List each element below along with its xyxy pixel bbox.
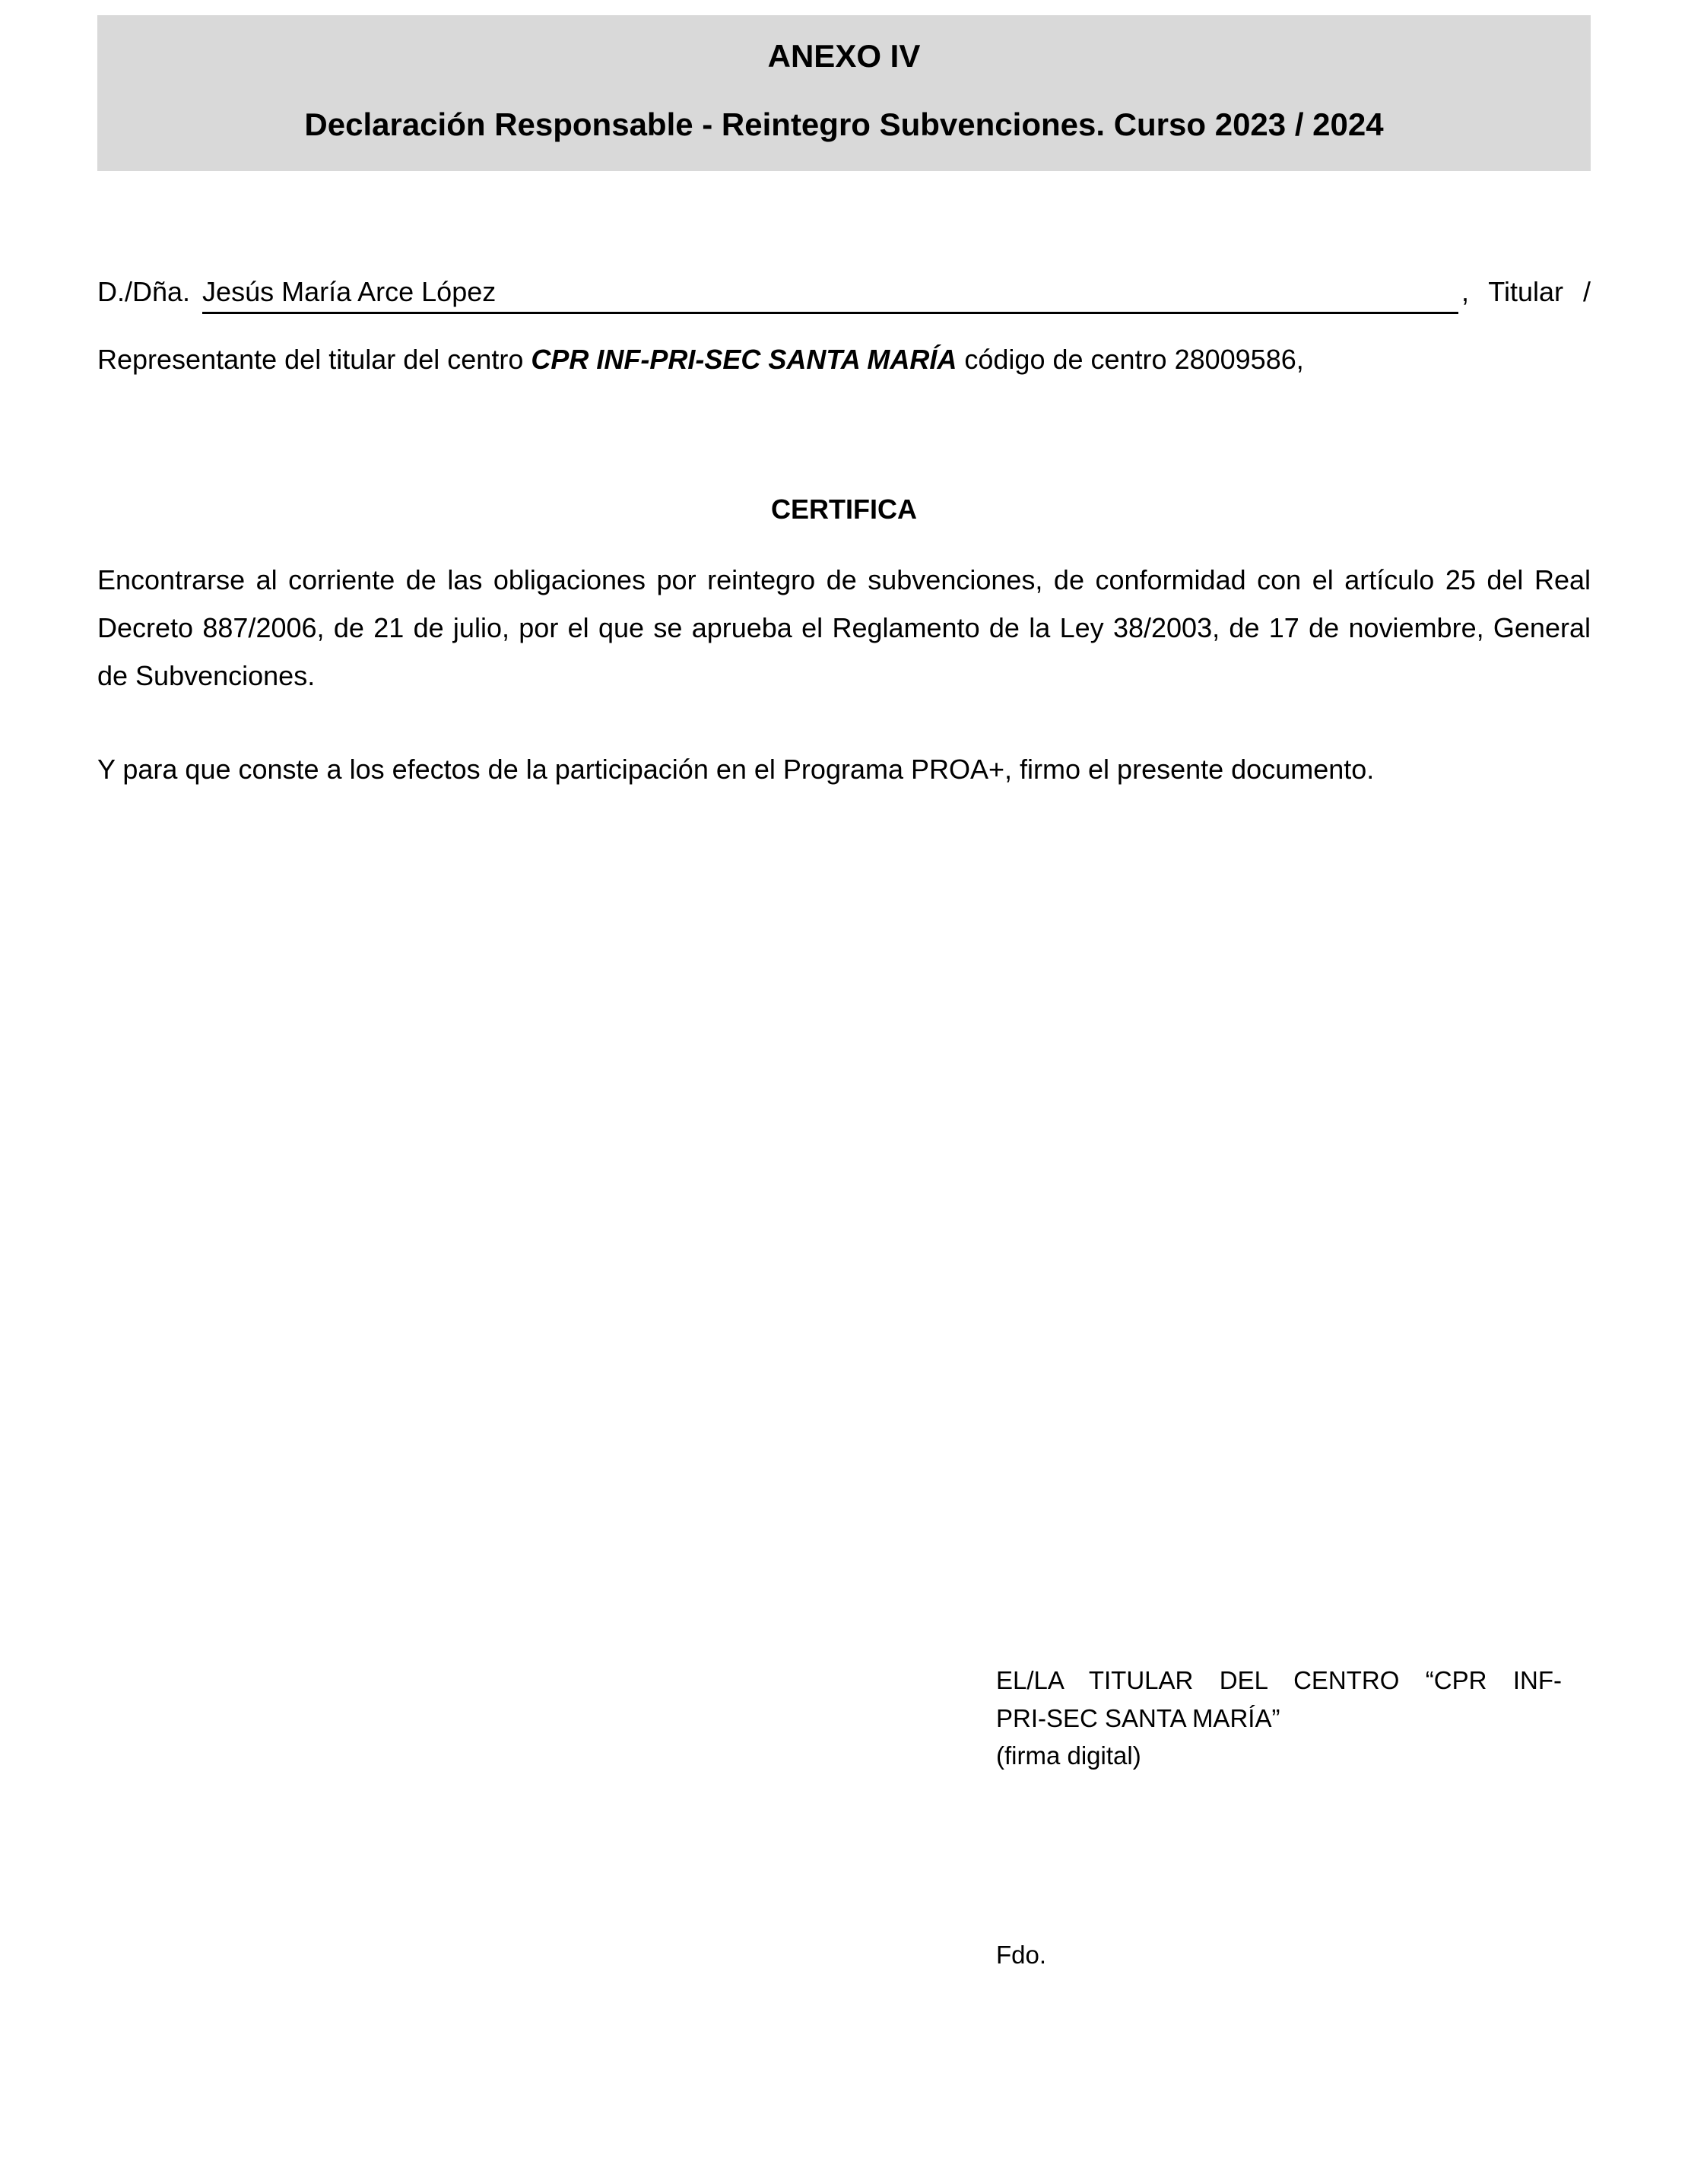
intro-section: [97, 276, 1591, 379]
declarant-name-field: [202, 276, 1458, 314]
document-title: ANEXO IV: [767, 38, 921, 74]
signature-firma-digital: (firma digital): [996, 1741, 1141, 1770]
document-subtitle: Declaración Responsable - Reintegro Subvenciones. Curso 2023 / 2024: [304, 106, 1384, 143]
signature-titular-line2: PRI-SEC SANTA MARÍA”: [996, 1703, 1280, 1732]
center-line-before: Representante del titular del centro: [97, 343, 524, 375]
declarant-role: , Titular /: [1461, 275, 1591, 307]
signature-fdo: Fdo.: [996, 1941, 1047, 1969]
certifica-heading: CERTIFICA: [771, 494, 917, 525]
declarant-name: Jesús María Arce López: [202, 275, 497, 307]
closing-paragraph: Y para que conste a los efectos de la participación en el Programa PROA+, firmo el presente documento.: [97, 754, 1375, 786]
center-line: [97, 341, 1591, 379]
center-name: CPR INF-PRI-SEC SANTA MARÍA: [531, 343, 957, 375]
center-line-after: código de centro 28009586,: [964, 343, 1304, 375]
signature-titular-line1: EL/LA TITULAR DEL CENTRO “CPR INF-: [996, 1666, 1562, 1694]
declarant-prefix: D./Dña.: [97, 275, 191, 307]
declarant-line: [97, 276, 1591, 314]
signature-block: [996, 1662, 1562, 1775]
document-header: [97, 15, 1591, 171]
certifica-paragraph: Encontrarse al corriente de las obligaciones por reintegro de subvenciones, de conformidad con el artículo 25 del Real Decreto 887/2006, de 21 de julio, por el que se aprueba el Reglamento de la Ley 38/2003, de 17 de noviembre, General de Subvenciones.: [97, 564, 1591, 692]
